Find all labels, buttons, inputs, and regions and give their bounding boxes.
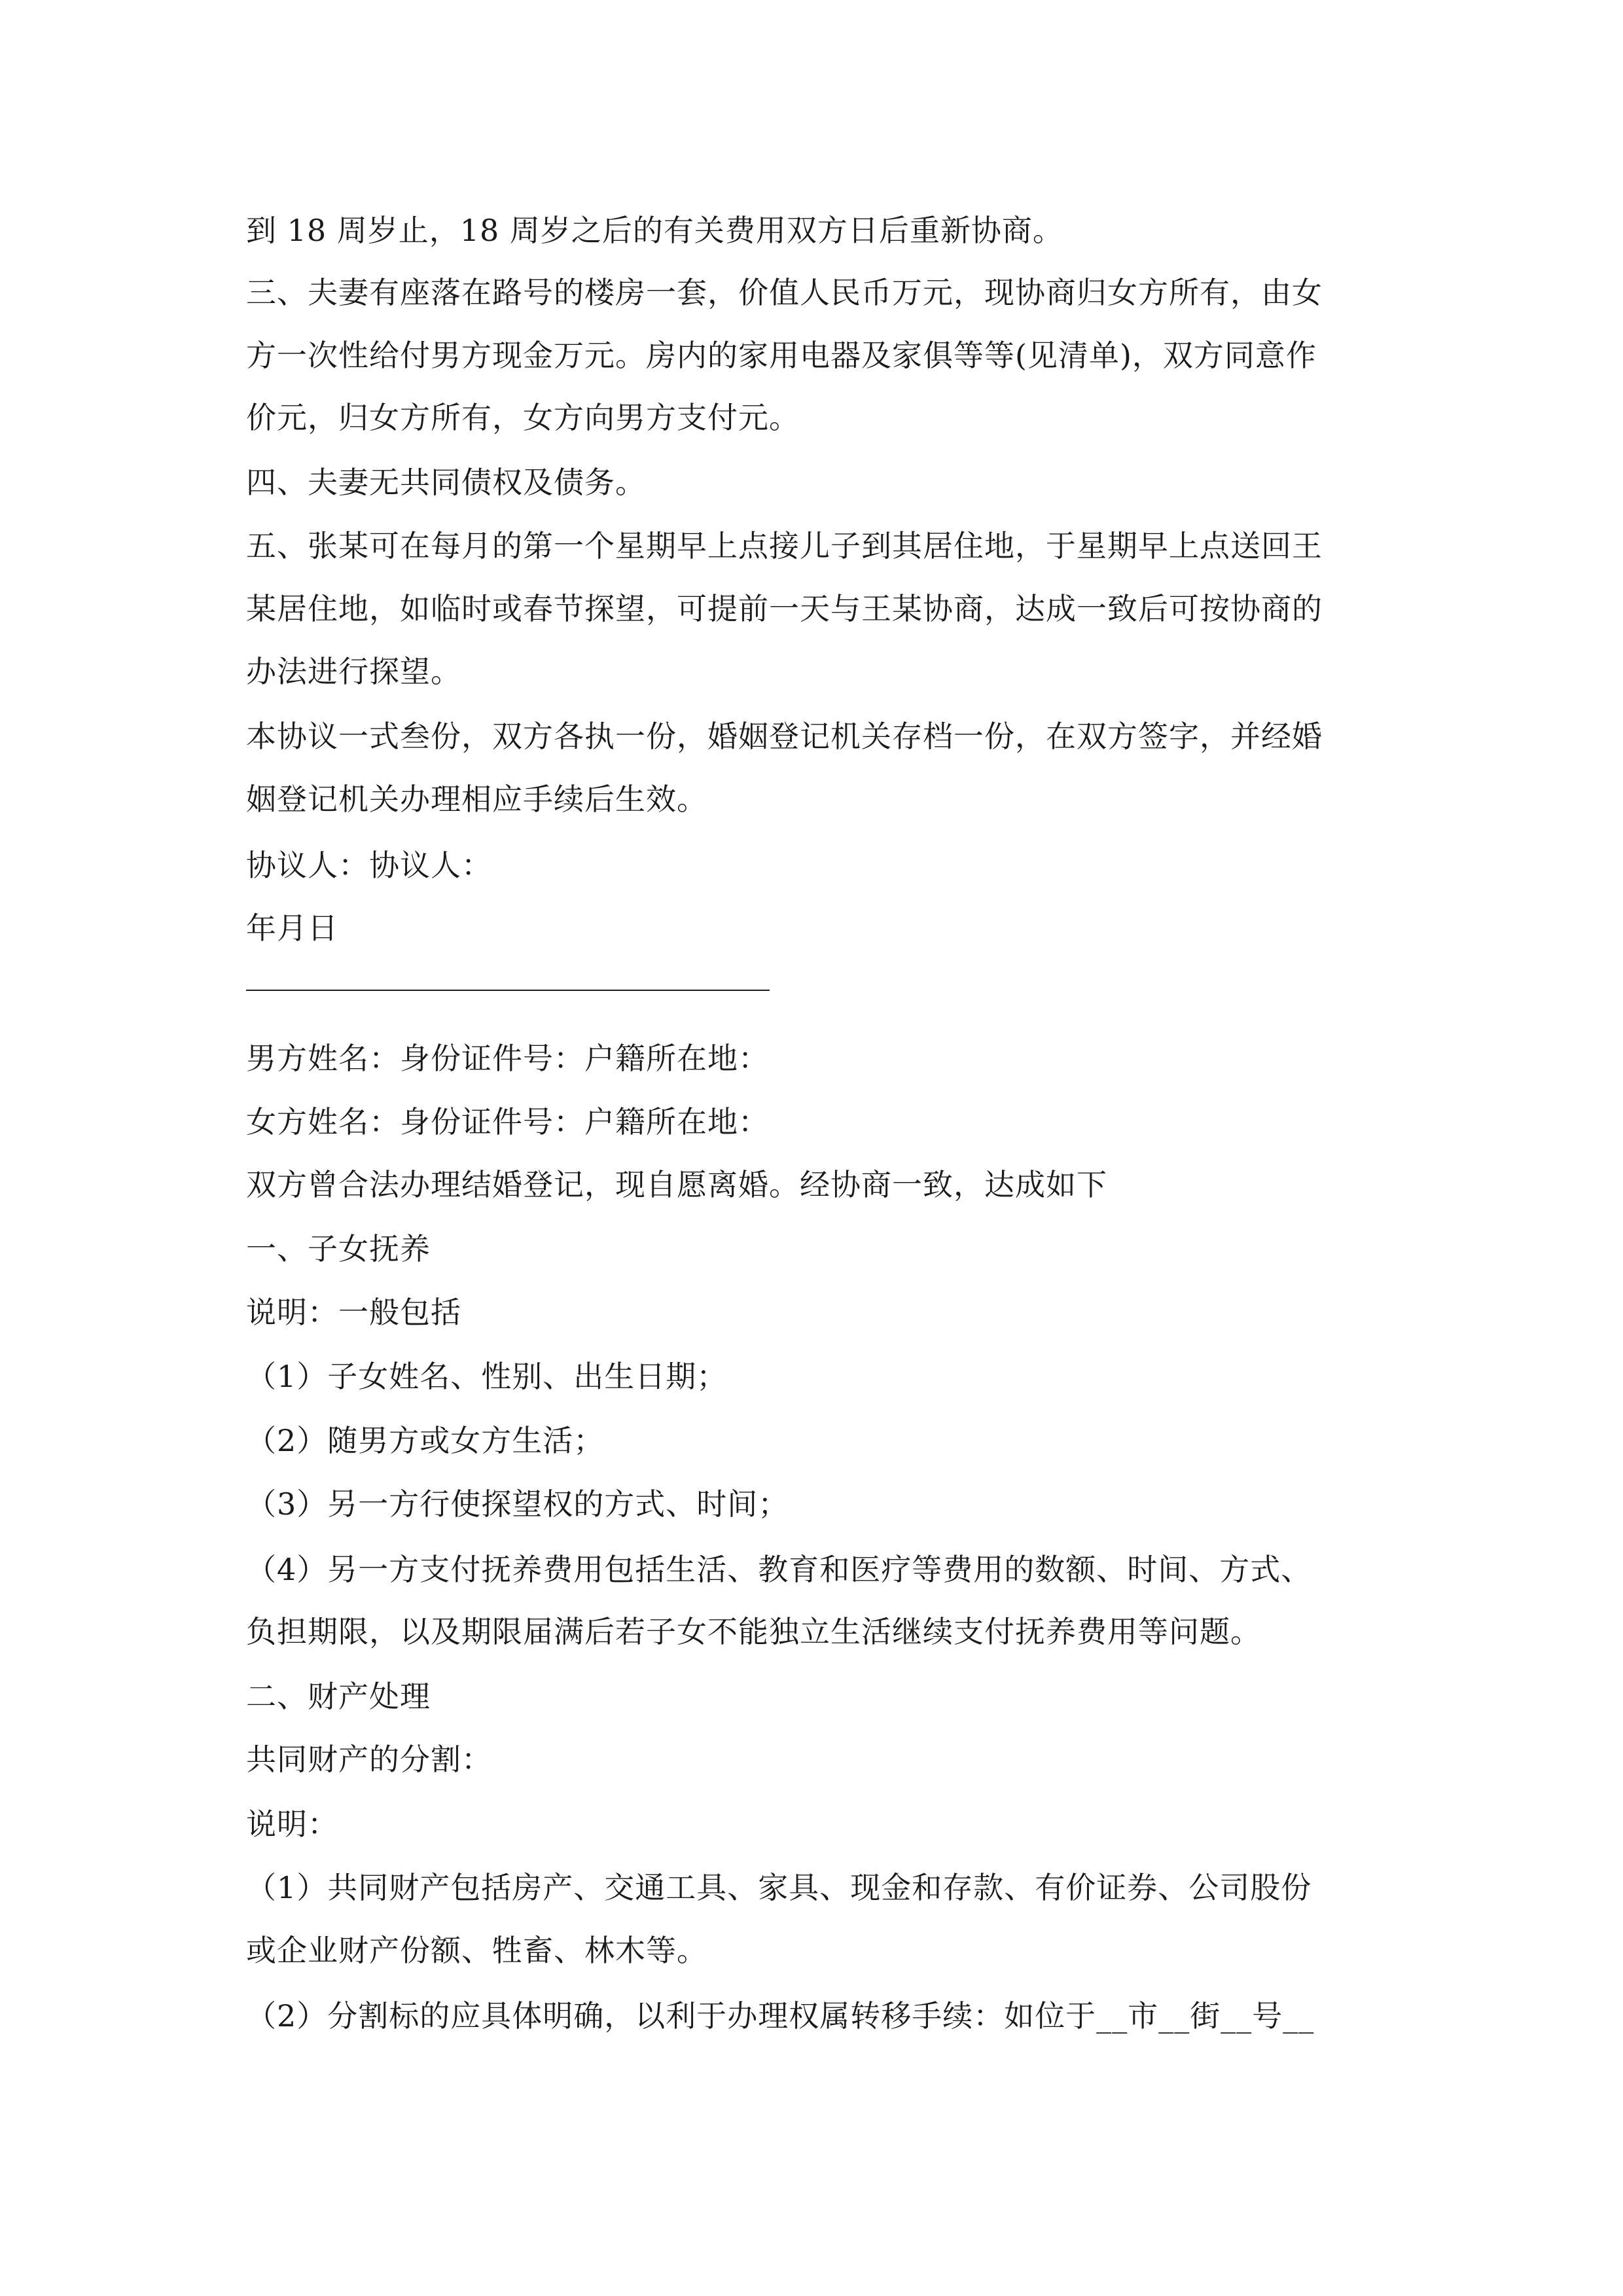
list-item: （2）分割标的应具体明确，以利于办理权属转移手续：如位于__市__街__号__ <box>246 1998 1315 2034</box>
text-line: 姻登记机关办理相应手续后生效。 <box>246 781 707 817</box>
list-item: （2）随男方或女方生活； <box>246 1423 605 1458</box>
text-line: 办法进行探望。 <box>246 654 461 689</box>
text-line: 说明：一般包括 <box>246 1295 461 1330</box>
section-heading: 二、财产处理 <box>246 1679 431 1714</box>
text-line: 男方姓名：身份证件号：户籍所在地： <box>246 1041 769 1076</box>
text-line: 四、夫妻无共同债权及债务。 <box>246 465 646 500</box>
list-item: （1）子女姓名、性别、出生日期； <box>246 1359 728 1394</box>
list-item: （4）另一方支付抚养费用包括生活、教育和医疗等费用的数额、时间、方式、 <box>246 1552 1312 1587</box>
text-line: 到 18 周岁止，18 周岁之后的有关费用双方日后重新协商。 <box>246 213 1063 248</box>
section-heading: 一、子女抚养 <box>246 1231 431 1266</box>
list-item: （1）共同财产包括房产、交通工具、家具、现金和存款、有价证券、公司股份 <box>246 1870 1312 1905</box>
text-line: 五、张某可在每月的第一个星期早上点接儿子到其居住地，于星期早上点送回王 <box>246 528 1323 564</box>
text-line: 本协议一式叁份，双方各执一份，婚姻登记机关存档一份，在双方签字，并经婚 <box>246 719 1323 754</box>
text-line: 双方曾合法办理结婚登记，现自愿离婚。经协商一致，达成如下 <box>246 1167 1107 1202</box>
text-line: 价元，归女方所有，女方向男方支付元。 <box>246 400 800 435</box>
list-item: （3）另一方行使探望权的方式、时间； <box>246 1486 789 1522</box>
text-line: 某居住地，如临时或春节探望，可提前一天与王某协商，达成一致后可按协商的 <box>246 591 1323 626</box>
text-line: 负担期限，以及期限届满后若子女不能独立生活继续支付抚养费用等问题。 <box>246 1614 1261 1649</box>
text-line: 或企业财产份额、牲畜、林木等。 <box>246 1933 707 1968</box>
text-line: 三、夫妻有座落在路号的楼房一套，价值人民币万元，现协商归女方所有，由女 <box>246 275 1323 310</box>
text-line: 女方姓名：身份证件号：户籍所在地： <box>246 1104 769 1139</box>
text-line: 方一次性给付男方现金万元。房内的家用电器及家俱等等(见清单)，双方同意作 <box>246 338 1317 373</box>
text-line: 共同财产的分割： <box>246 1742 492 1777</box>
text-line: 说明： <box>246 1806 338 1842</box>
signature-line: 协议人：协议人： <box>246 848 492 883</box>
section-divider <box>246 990 770 991</box>
date-line: 年月日 <box>246 910 338 946</box>
